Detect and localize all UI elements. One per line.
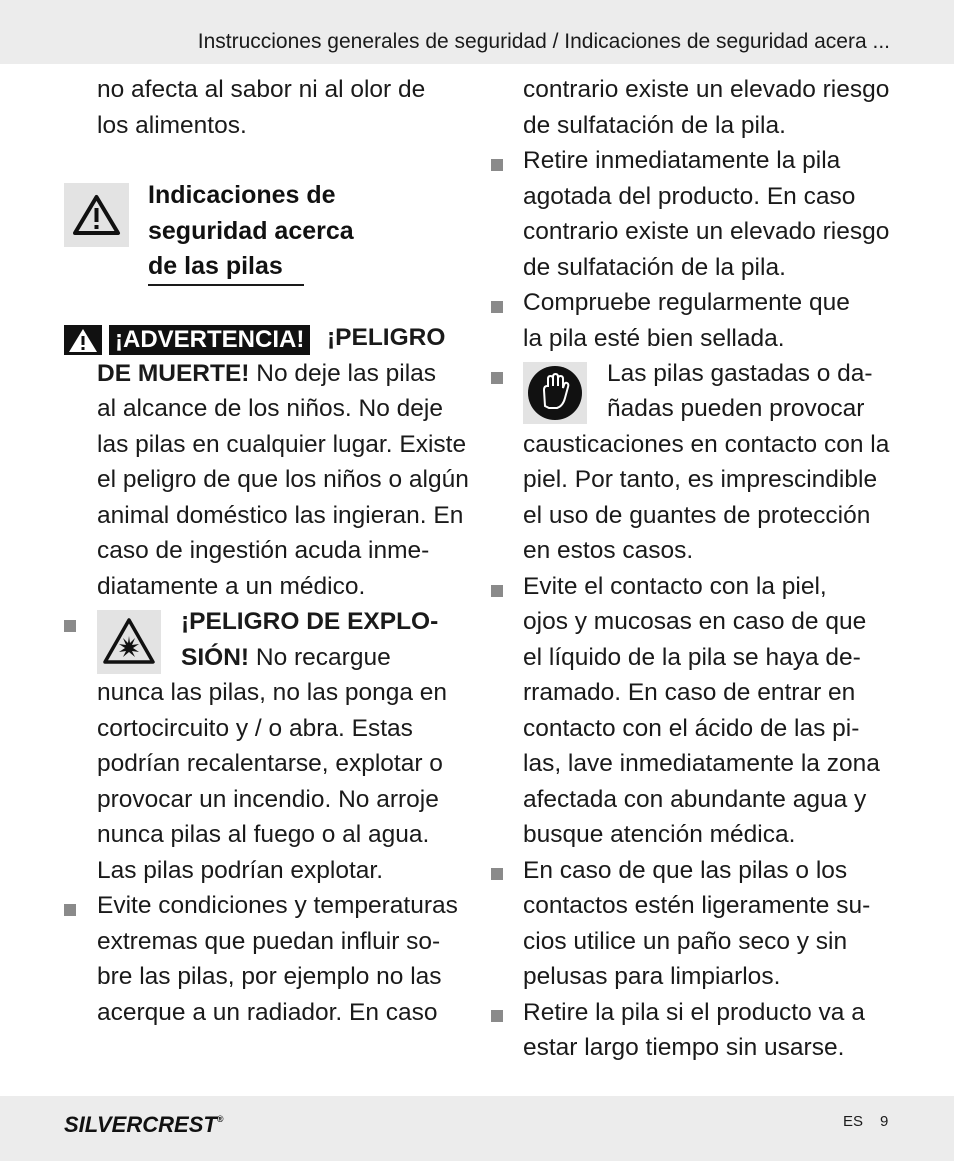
warning-line-5: el peligro de que los niños o algún xyxy=(97,466,469,493)
gloves-line-6: en estos casos. xyxy=(523,537,694,564)
remove-line-4: de sulfatación de la pila. xyxy=(523,254,786,281)
explosion-title-cont: SIÓN! xyxy=(181,644,250,671)
cont-line-1: contrario existe un elevado riesgo xyxy=(523,76,890,103)
section-heading-line-2: seguridad acerca xyxy=(148,217,354,245)
check-line-2: la pila esté bien sellada. xyxy=(523,325,785,352)
clean-line-3: cios utilice un paño seco y sin xyxy=(523,928,848,955)
warning-label-icon-box xyxy=(64,325,102,355)
explosion-hazard-icon xyxy=(97,610,161,674)
contact-line-1: Evite el contacto con la piel, xyxy=(523,573,827,600)
clean-line-4: pelusas para limpiarlos. xyxy=(523,963,781,990)
remove-line-2: agotada del producto. En caso xyxy=(523,183,856,210)
brand-logo-text: SILVERCREST xyxy=(64,1112,217,1137)
warning-line-2 xyxy=(97,356,436,392)
warning-triangle-icon xyxy=(64,325,102,355)
page-language: ES xyxy=(843,1113,864,1130)
storage-line-1: Retire la pila si el producto va a xyxy=(523,999,865,1026)
section-heading-underline xyxy=(148,284,304,286)
gloves-line-1: Las pilas gastadas o da- xyxy=(607,360,873,387)
warning-line-8: diatamente a un médico. xyxy=(97,573,366,600)
gloves-line-4: piel. Por tanto, es imprescindible xyxy=(523,466,878,493)
running-header: Instrucciones generales de seguridad / Indicaciones de seguridad acera ... xyxy=(197,30,890,53)
section-heading-line-1: Indicaciones de xyxy=(148,181,336,209)
bullet xyxy=(491,868,503,880)
explosion-line-8: Las pilas podrían explotar. xyxy=(97,857,384,884)
warning-line-7: caso de ingestión acuda inme- xyxy=(97,537,430,564)
warning-line-4: las pilas en cualquier lugar. Existe xyxy=(97,431,467,458)
explosion-line-7: nunca pilas al fuego o al agua. xyxy=(97,821,430,848)
warning-triangle-icon xyxy=(64,183,129,247)
brand-logo xyxy=(64,1112,223,1138)
explosion-icon-box xyxy=(97,610,161,674)
bullet xyxy=(491,301,503,313)
contact-line-2: ojos y mucosas en caso de que xyxy=(523,608,867,635)
intro-line-1: no afecta al sabor ni al olor de xyxy=(97,76,426,103)
contact-line-5: contacto con el ácido de las pi- xyxy=(523,715,860,742)
temp-line-4: acerque a un radiador. En caso xyxy=(97,999,438,1026)
brand-registered-mark: ® xyxy=(216,1114,224,1124)
protective-gloves-icon xyxy=(523,362,587,424)
explosion-line-6: provocar un incendio. No arroje xyxy=(97,786,439,813)
warning-line-6: animal doméstico las ingieran. En xyxy=(97,502,464,529)
intro-line-2: los alimentos. xyxy=(97,112,247,139)
warning-line-2-rest: No deje las pilas xyxy=(249,360,437,387)
temp-line-1: Evite condiciones y temperaturas xyxy=(97,892,458,919)
explosion-line-5: podrían recalentarse, explotar o xyxy=(97,750,443,777)
contact-line-4: rramado. En caso de entrar en xyxy=(523,679,856,706)
contact-line-3: el líquido de la pila se haya de- xyxy=(523,644,861,671)
clean-line-1: En caso de que las pilas o los xyxy=(523,857,848,884)
gloves-line-5: el uso de guantes de protección xyxy=(523,502,871,529)
bullet xyxy=(491,159,503,171)
explosion-title-line-2 xyxy=(181,640,391,676)
contact-line-8: busque atención médica. xyxy=(523,821,796,848)
remove-line-3: contrario existe un elevado riesgo xyxy=(523,218,890,245)
section-heading-line-3: de las pilas xyxy=(148,252,283,280)
contact-line-6: las, lave inmediatamente la zona xyxy=(523,750,880,777)
warning-icon-box xyxy=(64,183,129,247)
temp-line-3: bre las pilas, por ejemplo no las xyxy=(97,963,442,990)
clean-line-2: contactos estén ligeramente su- xyxy=(523,892,871,919)
remove-line-1: Retire inmediatamente la pila xyxy=(523,147,841,174)
gloves-line-3: causticaciones en contacto con la xyxy=(523,431,890,458)
bullet xyxy=(64,904,76,916)
gloves-icon-box xyxy=(523,362,587,424)
warning-danger-title-cont: DE MUERTE! xyxy=(97,360,250,387)
warning-danger-title: ¡PELIGRO xyxy=(327,324,446,351)
bullet xyxy=(64,620,76,632)
gloves-line-2: ñadas pueden provocar xyxy=(607,395,865,422)
explosion-title-line-1: ¡PELIGRO DE EXPLO- xyxy=(181,608,439,635)
explosion-title-rest: No recargue xyxy=(249,644,391,671)
bullet xyxy=(491,372,503,384)
bullet xyxy=(491,1010,503,1022)
cont-line-2: de sulfatación de la pila. xyxy=(523,112,786,139)
storage-line-2: estar largo tiempo sin usarse. xyxy=(523,1034,845,1061)
warning-line-3: al alcance de los niños. No deje xyxy=(97,395,443,422)
page-number: 9 xyxy=(880,1113,889,1130)
bullet xyxy=(491,585,503,597)
explosion-line-3: nunca las pilas, no las ponga en xyxy=(97,679,448,706)
warning-badge: ¡ADVERTENCIA! xyxy=(109,325,310,355)
contact-line-7: afectada con abundante agua y xyxy=(523,786,867,813)
temp-line-2: extremas que puedan influir so- xyxy=(97,928,441,955)
check-line-1: Compruebe regularmente que xyxy=(523,289,850,316)
explosion-line-4: cortocircuito y / o abra. Estas xyxy=(97,715,413,742)
